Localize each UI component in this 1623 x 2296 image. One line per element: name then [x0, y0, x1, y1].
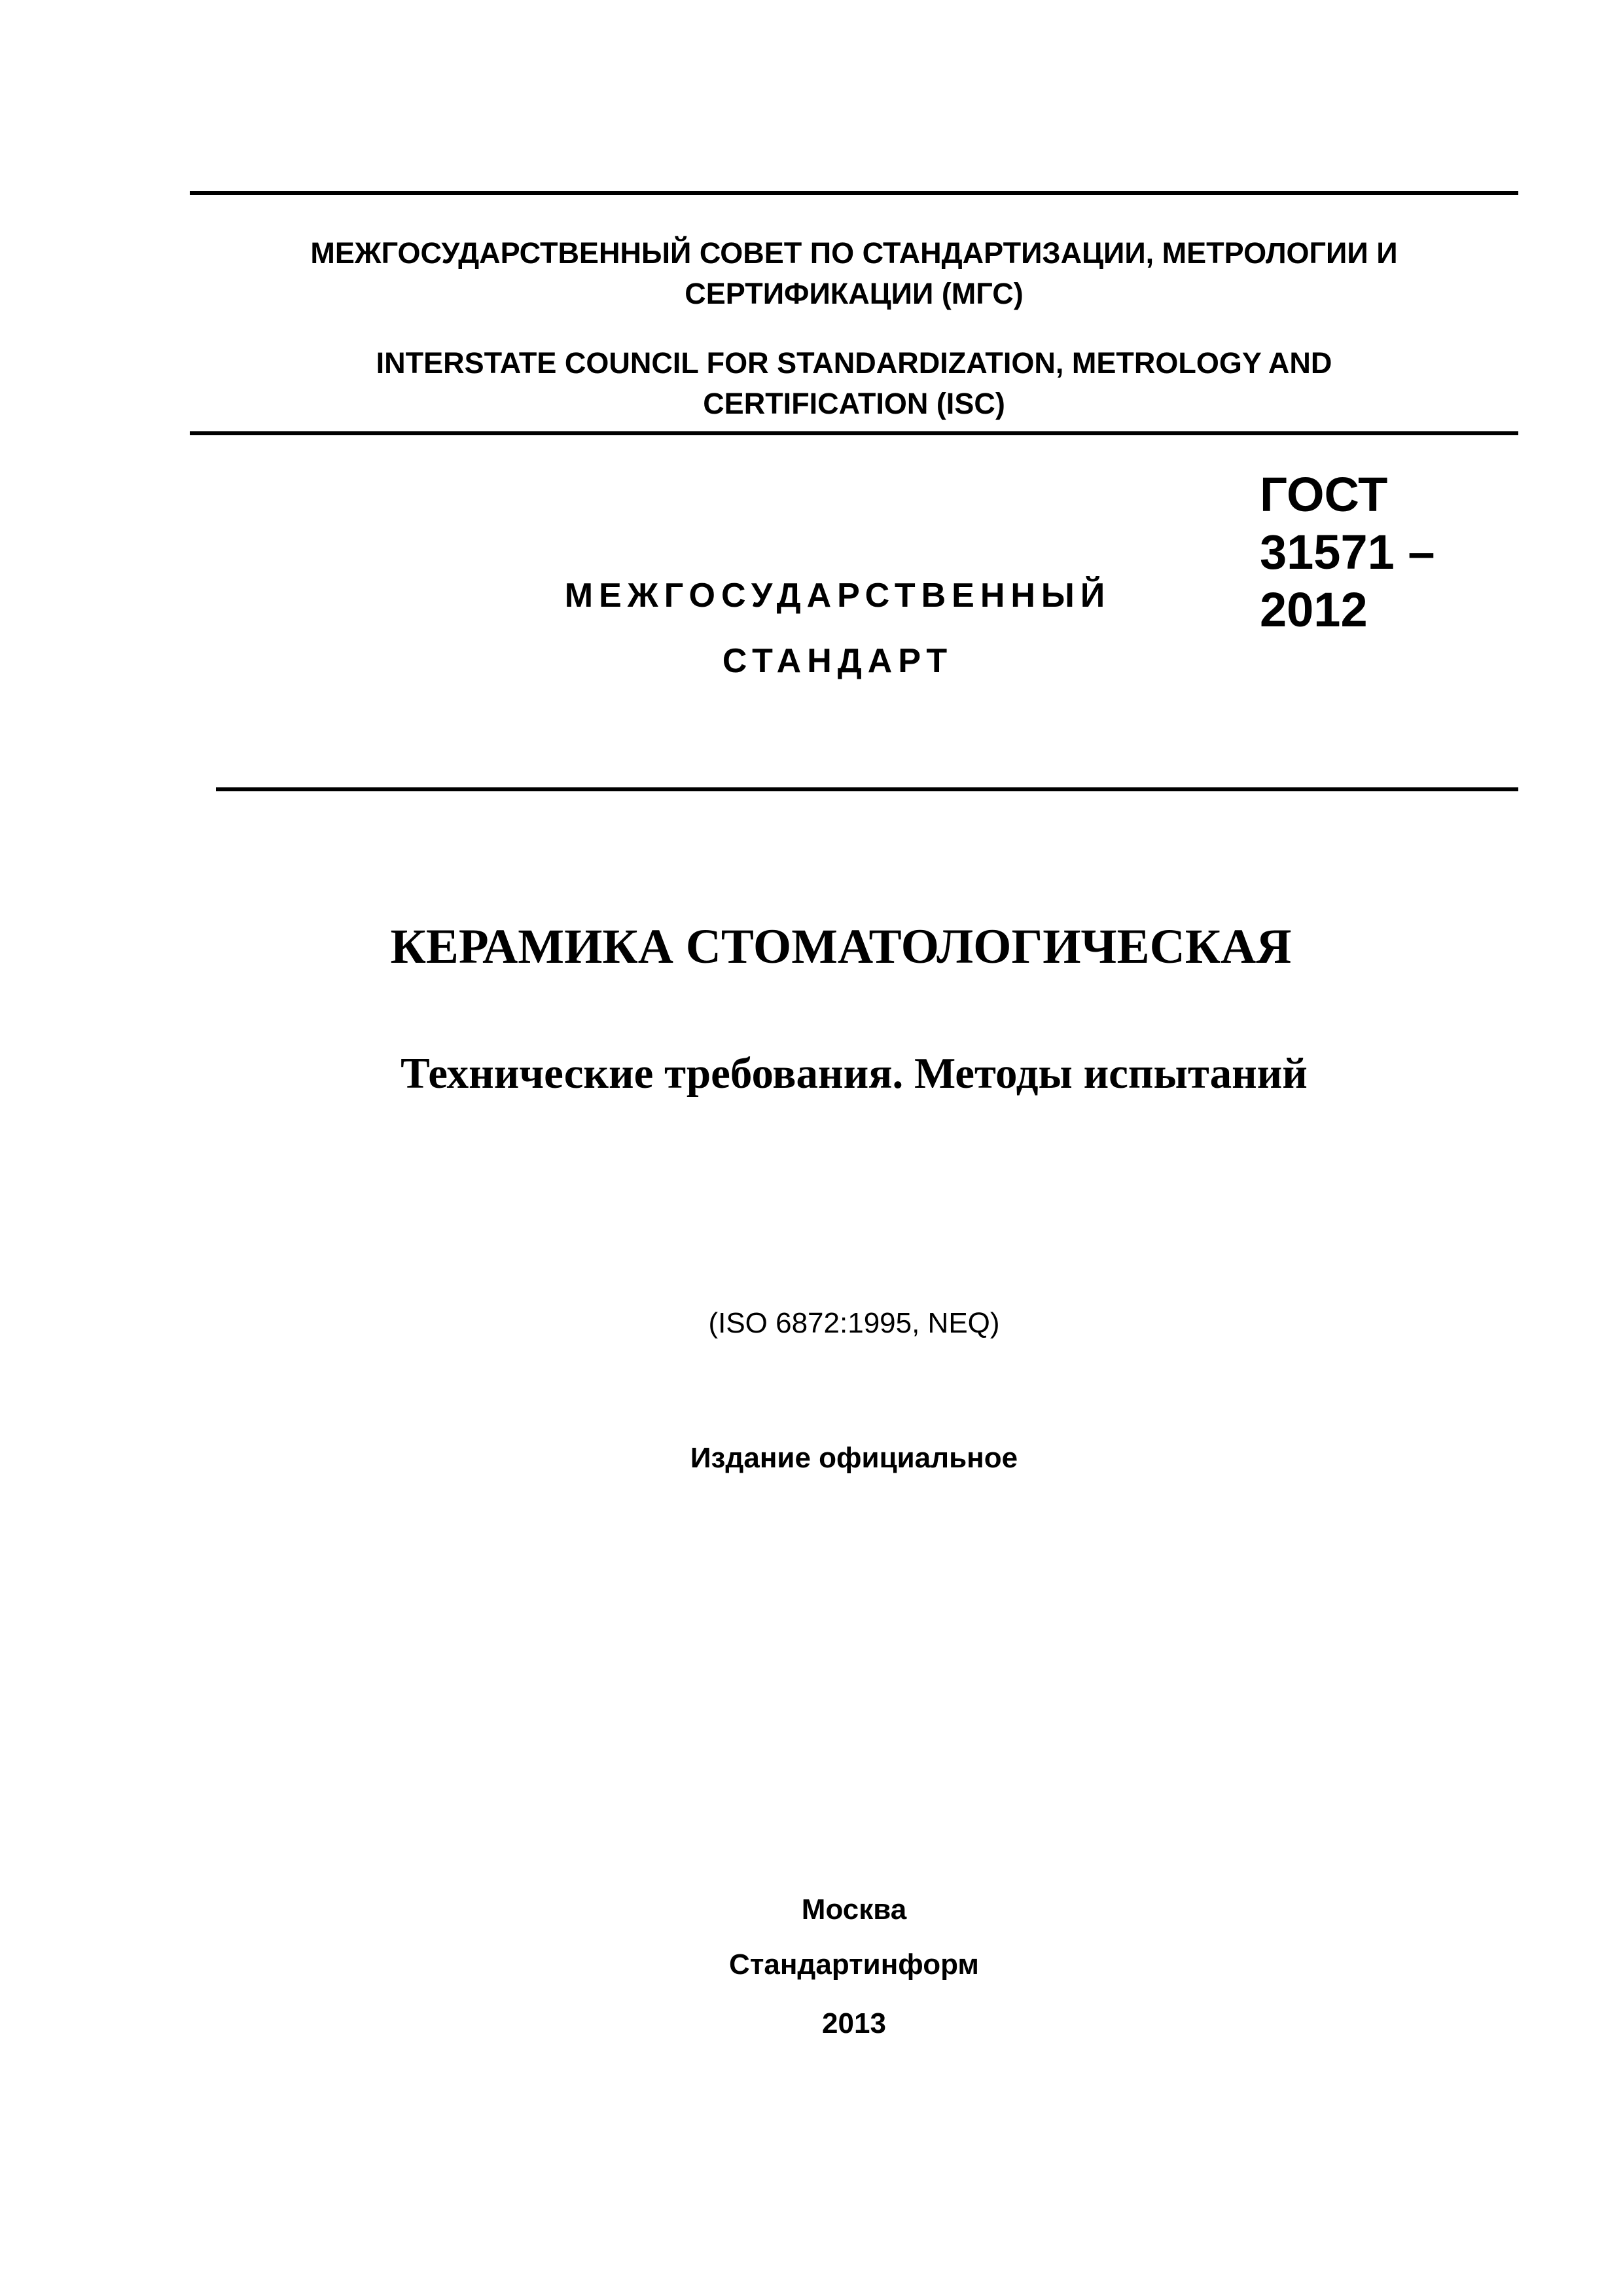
- document-title: КЕРАМИКА СТОМАТОЛОГИЧЕСКАЯ: [390, 920, 1292, 974]
- gost-line-1: ГОСТ: [1260, 467, 1388, 522]
- council-name-en: [190, 343, 1518, 424]
- imprint-year: 2013: [822, 2007, 886, 2039]
- bottom-rule: [216, 787, 1518, 791]
- council-en-line-2: CERTIFICATION (ISC): [703, 387, 1005, 420]
- gost-designation: [1260, 466, 1508, 639]
- imprint-publisher: Стандартинформ: [729, 1948, 979, 1981]
- council-en-line-1: INTERSTATE COUNCIL FOR STANDARDIZATION, METROLOGY AND: [376, 346, 1332, 380]
- iso-reference: (ISO 6872:1995, NEQ): [708, 1307, 1000, 1339]
- document-subtitle: Технические требования. Методы испытаний: [401, 1049, 1308, 1098]
- gost-line-2: 31571 –: [1260, 525, 1435, 579]
- council-ru-line-2: СЕРТИФИКАЦИИ (МГС): [685, 277, 1024, 310]
- standard-kind-line-2: СТАНДАРТ: [722, 642, 954, 680]
- council-ru-line-1: МЕЖГОСУДАРСТВЕННЫЙ СОВЕТ ПО СТАНДАРТИЗАЦИИ, МЕТРОЛОГИИ И: [310, 236, 1398, 270]
- standard-kind-line-1: МЕЖГОСУДАРСТВЕННЫЙ: [564, 577, 1111, 615]
- middle-rule: [190, 431, 1518, 435]
- edition-label: Издание официальное: [690, 1442, 1018, 1474]
- imprint-city: Москва: [801, 1893, 907, 1926]
- standard-kind: [471, 563, 1204, 694]
- gost-line-3: 2012: [1260, 583, 1368, 637]
- top-rule: [190, 191, 1518, 195]
- council-name-ru: [190, 233, 1518, 314]
